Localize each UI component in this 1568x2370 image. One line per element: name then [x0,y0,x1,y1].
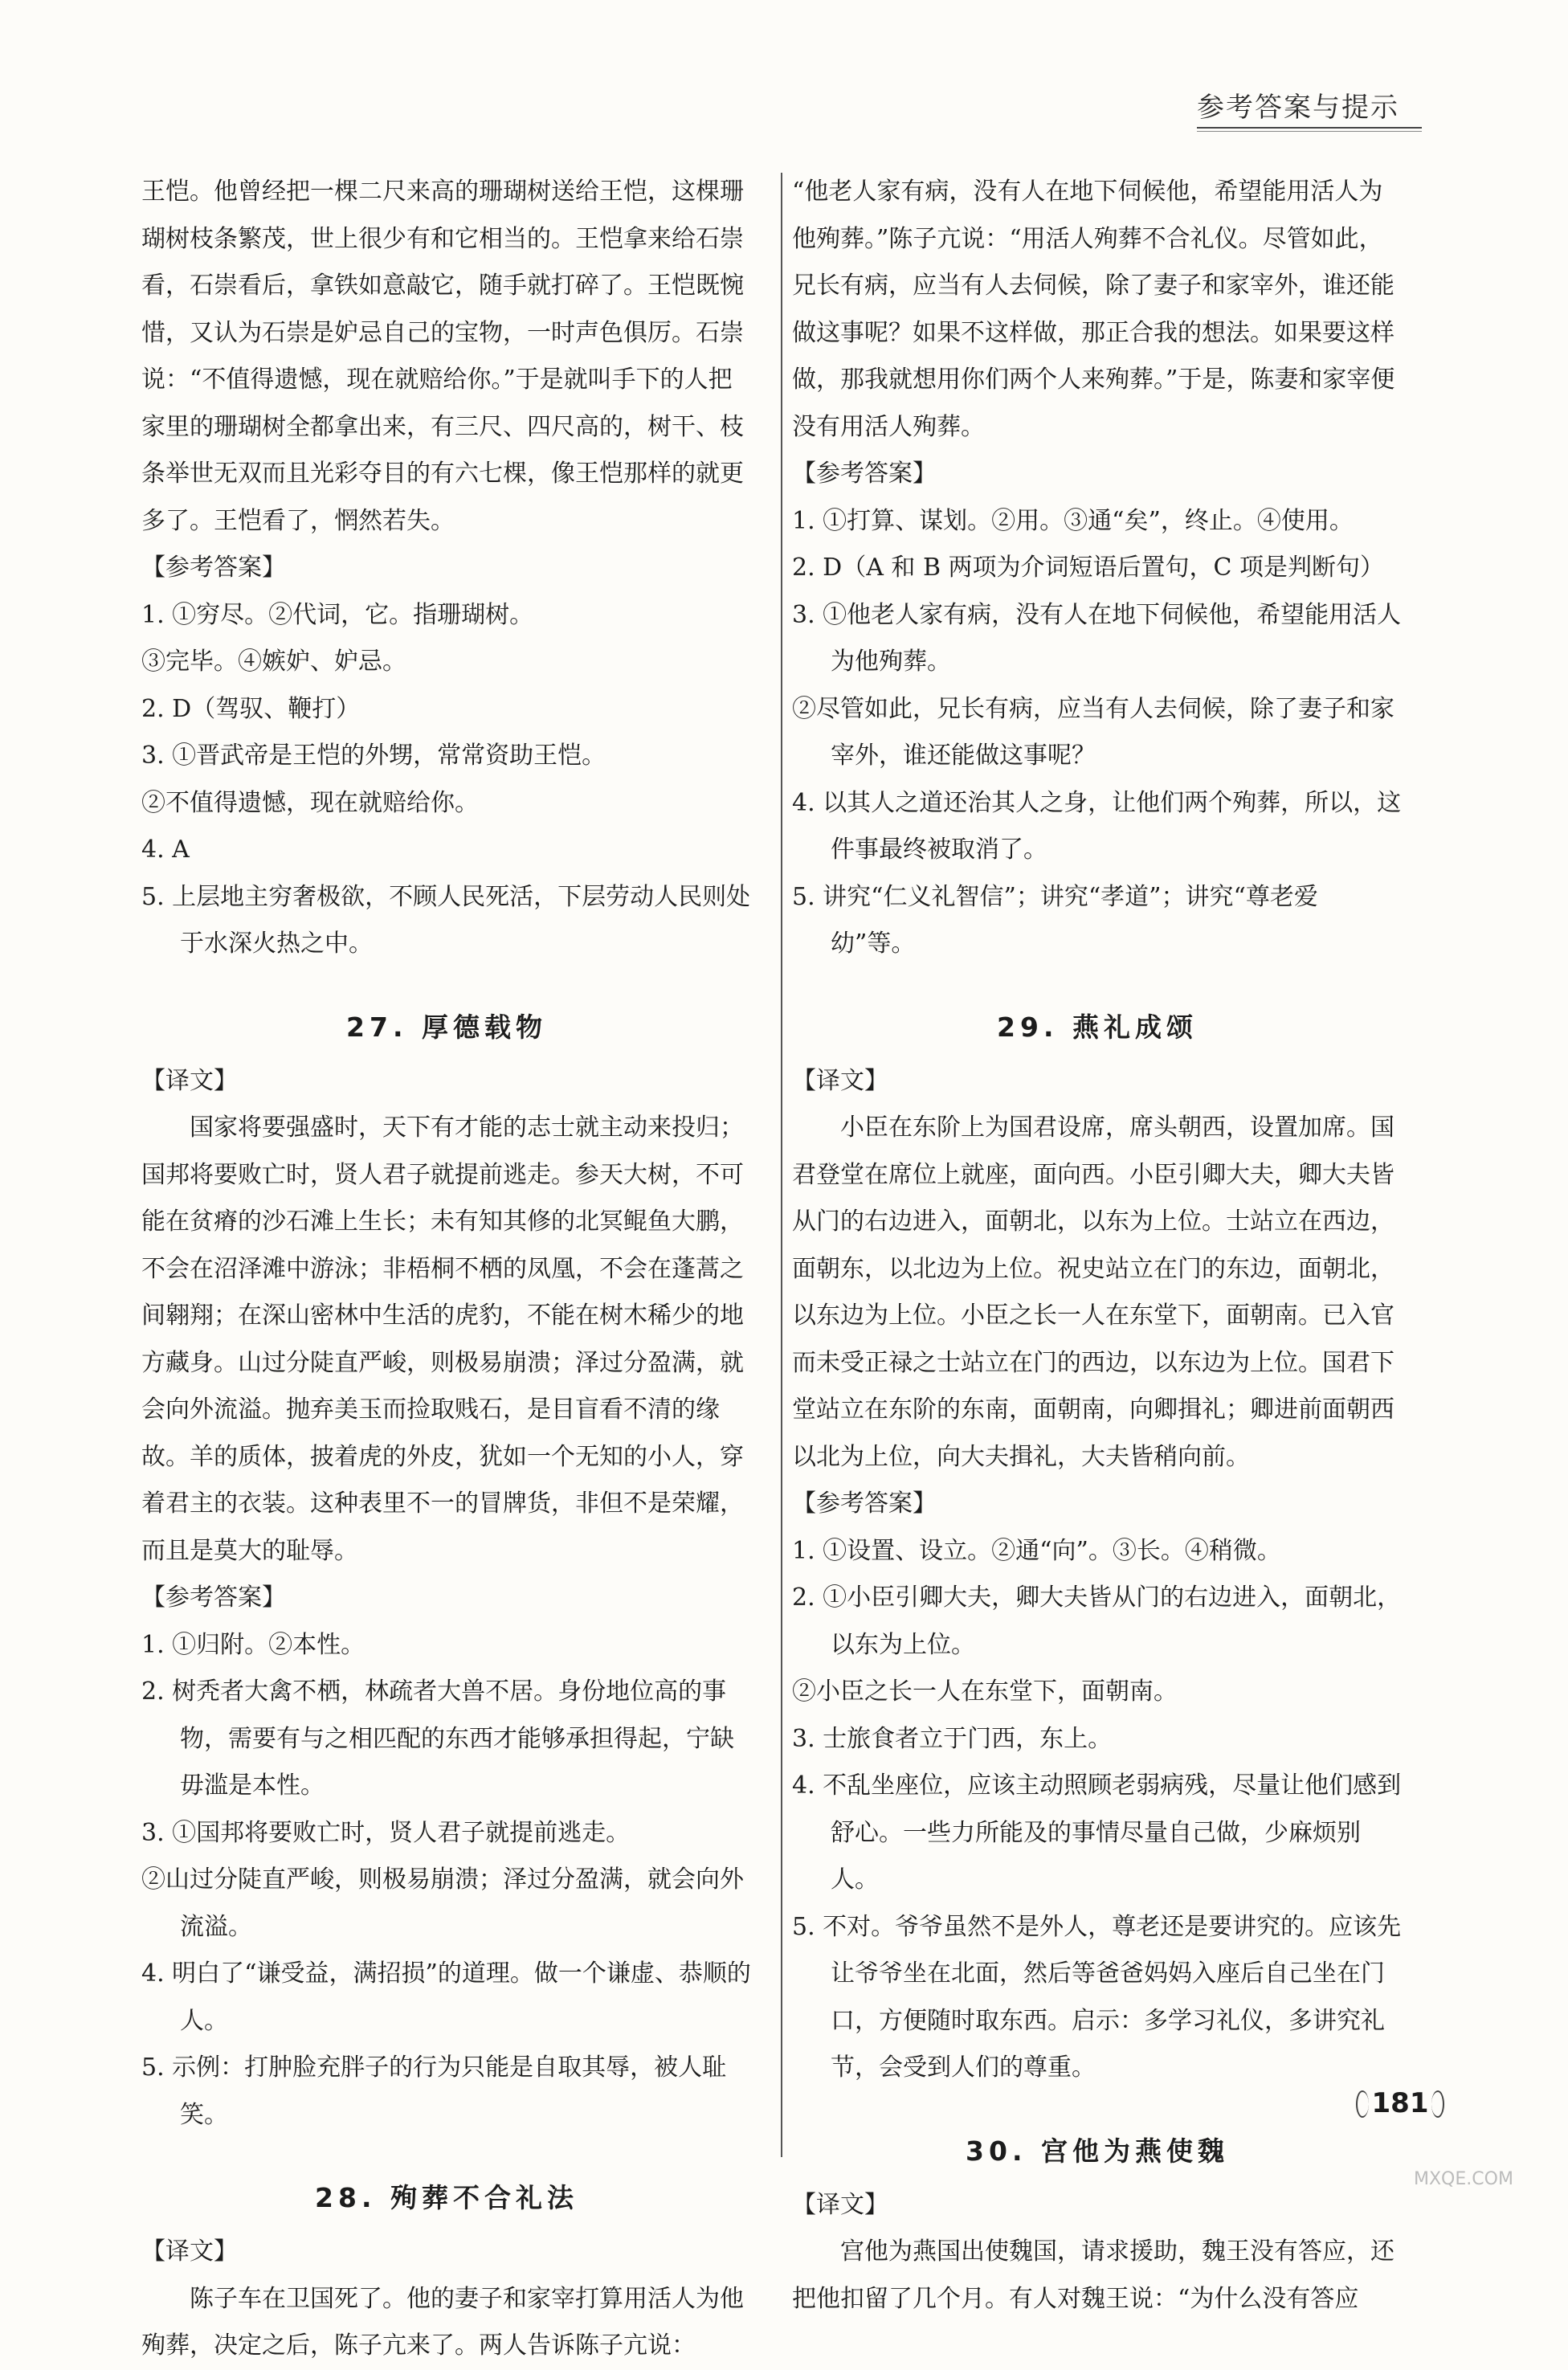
section-title-30: 30. 宫他为燕使魏 [966,2135,1229,2167]
answer-item: 1. ①设置、设立。②通“向”。③长。④稍微。 [792,1536,1281,1565]
answer-item: 5. 示例：打肿脸充胖子的行为只能是自取其辱，被人耻笑。 [141,2053,727,2129]
answer-item: 1. ①穷尽。②代词，它。指珊瑚树。 [141,600,534,629]
translation-heading: 【译文】 [141,2237,238,2266]
answer-item: 4. A [141,836,190,864]
header-rule-thin [1197,131,1422,132]
answers-heading: 【参考答案】 [141,1583,286,1612]
translation-heading: 【译文】 [792,1066,888,1095]
answer-list [792,1528,1403,2092]
answer-subitem: ②尽管如此，兄长有病，应当有人去伺候，除了妻子和家宰外，谁还能做这事呢？ [792,694,1394,770]
watermark: MXQE.COM [1414,2169,1513,2189]
answer-subitem: ②小臣之长一人在东堂下，面朝南。 [792,1677,1178,1706]
answer-item: 3. 士旅食者立于门西，东上。 [792,1724,1113,1753]
section-title-28: 28. 殉葬不合礼法 [315,2182,578,2213]
answer-item: 2. D（驾驭、鞭打） [141,694,361,723]
header-rule [1197,127,1422,129]
answer-item: 3. ①国邦将要败亡时，贤人君子就提前逃走。 [141,1818,631,1847]
answer-item: 3. ①他老人家有病，没有人在地下伺候他，希望能用活人为他殉葬。 [792,600,1402,676]
answer-item: 4. 明白了“谦受益，满招损”的道理。做一个谦虚、恭顺的人。 [141,1959,751,2035]
section-title-29: 29. 燕礼成颂 [997,1011,1198,1043]
translation-text: 国家将要强盛时，天下有才能的志士就主动来投归；国邦将要败亡时，贤人君子就提前逃走。参天大树，不可能在贫瘠的沙石滩上生长；未有知其修的北冥鲲鱼大鹏，不会在沼泽滩中游泳；非梧桐不栖的凤凰，不会在蓬蒿之间翱翔；在深山密林中生活的虎豹，不能在树木稀少的地方藏身。山过分陡直严峻，则极易崩溃；泽过分盈满，就会向外流溢。抛弃美玉而捡取贱石，是目盲看不清的缘故。羊的质体，披着虎的外皮，犹如一个无知的小人，穿着君主的衣装。这种表里不一的冒牌货，非但不是荣耀，而且是莫大的耻辱。 [141,1113,744,1565]
translation-text: 小臣在东阶上为国君设席，席头朝西，设置加席。国君登堂在席位上就座，面向西。小臣引卿大夫，卿大夫皆从门的右边进入，面朝北，以东为上位。士站立在西边，面朝东，以北边为上位。祝史站立在门的东边，面朝北，以东边为上位。小臣之长一人在东堂下，面朝南。已入官而未受正禄之士站立在门的西边，以东边为上位。国君下堂站立在东阶的东南，面朝南，向卿揖礼；卿进前面朝西以北为上位，向大夫揖礼，大夫皆稍向前。 [792,1113,1394,1471]
page-number: 181 [1356,2079,1444,2127]
answer-item: 5. 讲究“仁义礼智信”；讲究“孝道”；讲究“尊老爱幼”等。 [792,882,1318,958]
answer-item: 5. 上层地主穷奢极欲，不顾人民死活，下层劳动人民则处于水深火热之中。 [141,882,751,958]
answer-subitem: ②山过分陡直严峻，则极易崩溃；泽过分盈满，就会向外流溢。 [141,1865,744,1941]
translation-heading: 【译文】 [141,1066,238,1095]
answers-heading: 【参考答案】 [792,1489,937,1518]
answers-heading: 【参考答案】 [141,554,286,582]
story-continuation: 王恺。他曾经把一棵二尺来高的珊瑚树送给王恺，这棵珊瑚树枝条繁茂，世上很少有和它相当的。王恺拿来给石崇看，石崇看后，拿铁如意敲它，随手就打碎了。王恺既惋惜，又认为石崇是妒忌自己的宝物，一时声色俱厉。石崇说：“不值得遗憾，现在就赔给你。”于是就叫手下的人把家里的珊瑚树全都拿出来，有三尺、四尺高的，树干、枝条举世无双而且光彩夺目的有六七棵，像王恺那样的就更多了。王恺看了，惘然若失。 [141,178,744,535]
running-header: 参考答案与提示 [1197,92,1399,124]
answer-item: 2. ①小臣引卿大夫，卿大夫皆从门的右边进入，面朝北，以东为上位。 [792,1583,1402,1659]
answer-item: 3. ①晋武帝是王恺的外甥，常常资助王恺。 [141,742,606,770]
answer-list [141,1622,752,2139]
answer-list [141,592,752,968]
answer-item: 1. ①打算、谋划。②用。③通“矣”，终止。④使用。 [792,506,1354,535]
answer-item: 1. ①归附。②本性。 [141,1630,365,1659]
answer-item: 2. D（A 和 B 两项为介词短语后置句，C 项是判断句） [792,554,1385,582]
answer-item: 2. 树秃者大禽不栖，林疏者大兽不居。身份地位高的事物，需要有与之相匹配的东西才能够承担得起，宁缺毋滥是本性。 [141,1677,734,1800]
left-column [141,169,752,2370]
answer-subitem: ③完毕。④嫉妒、妒忌。 [141,648,406,676]
answers-heading: 【参考答案】 [792,460,937,488]
answer-list [792,498,1403,968]
column-divider [781,173,782,2157]
translation-text: 陈子车在卫国死了。他的妻子和家宰打算用活人为他殉葬，决定之后，陈子亢来了。两人告诉陈子亢说： [141,2284,744,2360]
translation-text: 宫他为燕国出使魏国，请求援助，魏王没有答应，还把他扣留了几个月。有人对魏王说：“为什么没有答应 [792,2237,1394,2313]
section-title-27: 27. 厚德载物 [346,1011,547,1043]
answer-subitem: ②不值得遗憾，现在就赔给你。 [141,788,479,817]
right-column [792,169,1403,2323]
answer-item: 4. 以其人之道还治其人之身，让他们两个殉葬，所以，这件事最终被取消了。 [792,788,1402,864]
answer-item: 4. 不乱坐座位，应该主动照顾老弱病残，尽量让他们感到舒心。一些力所能及的事情尽量自己做，少麻烦别人。 [792,1771,1402,1894]
translation-heading: 【译文】 [792,2190,888,2219]
translation-continuation: “他老人家有病，没有人在地下伺候他，希望能用活人为他殉葬。”陈子亢说：“用活人殉葬不合礼仪。尽管如此，兄长有病，应当有人去伺候，除了妻子和家宰外，谁还能做这事呢？如果不这样做，那正合我的想法。如果要这样做，那我就想用你们两个人来殉葬。”于是，陈妻和家宰便没有用活人殉葬。 [792,178,1395,441]
answer-item: 5. 不对。爷爷虽然不是外人，尊老还是要讲究的。应该先让爷爷坐在北面，然后等爸爸妈妈入座后自己坐在门口，方便随时取东西。启示：多学习礼仪，多讲究礼节，会受到人们的尊重。 [792,1912,1402,2082]
